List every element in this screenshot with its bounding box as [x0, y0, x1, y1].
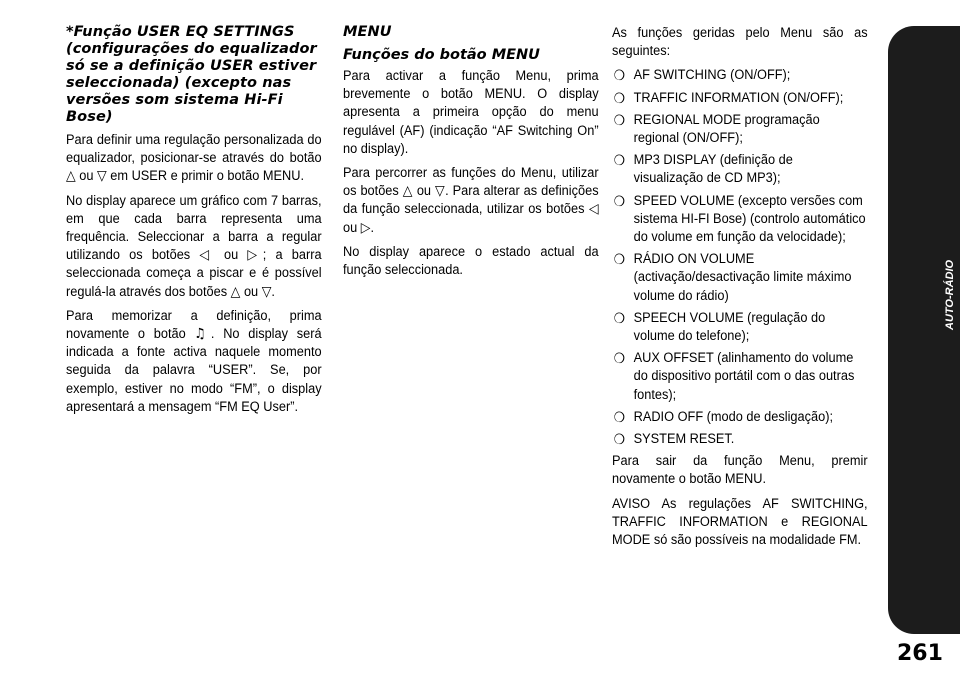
- menu-subheading: Funções do botão MENU: [343, 47, 540, 63]
- notice-paragraph: AVISO As regulações AF SWITCHING, TRAFFIC INFORMATION e REGIONAL MODE só são possíveis na modalidade FM.: [612, 495, 868, 549]
- down-arrow-icon: ▽: [97, 168, 107, 185]
- text-run: Para definir uma regulação personalizada do equalizador, posicionar-se através do botão: [66, 132, 322, 167]
- column-menu: [343, 24, 599, 285]
- list-item: [612, 250, 866, 305]
- down-arrow-icon: ▽: [434, 183, 446, 200]
- text-run: .: [370, 219, 375, 236]
- list-item: [612, 430, 866, 448]
- list-item: [612, 111, 866, 147]
- text-run: Para percorrer as funções do Menu, utilizar os botões: [343, 165, 599, 200]
- text-run: No display aparece um gráfico com 7 barras, em que cada barra representa uma frequência. Seleccionar a barra a regular utilizando os botões: [66, 192, 322, 264]
- bullet-circle-icon: ❍: [613, 350, 626, 367]
- bullet-circle-icon: ❍: [613, 431, 626, 448]
- text-run: ou: [79, 168, 94, 185]
- text-run: .: [271, 283, 275, 300]
- text-run: Para memorizar a definição, prima novamente o botão: [66, 307, 322, 343]
- column-menu-functions: [612, 24, 868, 555]
- up-arrow-icon: △: [230, 283, 241, 300]
- list-item-text: SYSTEM RESET.: [633, 431, 735, 448]
- text-run: ; a barra seleccionada começa a piscar e é possível regulá-la através dos botões: [66, 247, 322, 300]
- user-eq-heading: *Função USER EQ SETTINGS (configurações do equalizador só se a definição USER estiver seleccionada) (excepto nas versões som sistema Hi-Fi Bose): [66, 24, 317, 125]
- functions-intro: As funções geridas pelo Menu são as seguintes:: [612, 25, 868, 60]
- up-arrow-icon: △: [66, 168, 76, 185]
- text-run: ou: [223, 247, 239, 264]
- list-item-text: AUX OFFSET (alinhamento do volume do dispositivo portátil com o das outras fontes);: [633, 350, 855, 403]
- bullet-circle-icon: ❍: [613, 251, 626, 268]
- bullet-circle-icon: ❍: [613, 89, 626, 106]
- eq-paragraph-1: [66, 131, 322, 186]
- right-arrow-icon: ▷: [247, 247, 263, 264]
- functions-list: [612, 66, 868, 448]
- list-item-text: TRAFFIC INFORMATION (ON/OFF);: [633, 89, 844, 106]
- column-eq-settings: [66, 24, 322, 422]
- down-arrow-icon: ▽: [261, 283, 272, 300]
- list-item-text: SPEECH VOLUME (regulação do volume do telefone);: [633, 309, 826, 345]
- list-item-text: AF SWITCHING (ON/OFF);: [633, 67, 791, 84]
- list-item-text: REGIONAL MODE programação regional (ON/OFF);: [633, 111, 820, 147]
- section-label: AUTO-RÁDIO: [944, 259, 956, 330]
- text-run: ou: [243, 283, 259, 300]
- page-number: 261: [897, 641, 943, 666]
- menu-paragraph-1: Para activar a função Menu, prima brevemente o botão MENU. O display apresenta a primeira opção do menu regulável (AF) (indicação “AF Switching On” no display).: [343, 68, 599, 157]
- up-arrow-icon: △: [402, 183, 413, 200]
- section-tab-bar: [888, 26, 960, 634]
- text-run: . No display será indicada a fonte activa naquele momento seguida da palavra “USER”. Se, por exemplo, estiver no modo “FM”, o display apresentará a mensagem “FM EQ User”.: [66, 326, 322, 415]
- exit-paragraph: Para sair da função Menu, premir novamente o botão MENU.: [612, 453, 868, 488]
- list-item-text: RÁDIO ON VOLUME (activação/desactivação limite máximo volume do rádio): [633, 251, 852, 304]
- bullet-circle-icon: ❍: [613, 111, 626, 128]
- music-note-icon: ♫: [194, 326, 211, 343]
- eq-paragraph-3: [66, 307, 322, 416]
- list-item-text: MP3 DISPLAY (definição de visualização de CD MP3);: [633, 152, 793, 187]
- bullet-circle-icon: ❍: [613, 309, 626, 326]
- bullet-circle-icon: ❍: [613, 67, 626, 84]
- bullet-circle-icon: ❍: [613, 152, 626, 169]
- text-run: em USER e primir o botão MENU.: [110, 168, 305, 185]
- eq-paragraph-2: [66, 192, 322, 301]
- list-item: [612, 66, 866, 84]
- left-arrow-icon: ◁: [588, 201, 599, 218]
- text-run: ou: [343, 219, 358, 236]
- section-tab: [888, 0, 960, 677]
- list-item-text: SPEED VOLUME (excepto versões com sistema HI-FI Bose) (controlo automático do volume em função da velocidade);: [633, 192, 866, 246]
- list-item: [612, 309, 866, 345]
- bullet-circle-icon: ❍: [613, 192, 626, 209]
- bullet-circle-icon: ❍: [613, 408, 626, 425]
- text-run: ou: [416, 183, 432, 200]
- text-run: . Para alterar as definições da função seleccionada, utilizar os botões: [343, 183, 599, 218]
- left-arrow-icon: ◁: [199, 247, 215, 264]
- list-item: [612, 349, 866, 404]
- list-item-text: RADIO OFF (modo de desligação);: [633, 408, 834, 425]
- list-item: [612, 408, 866, 426]
- menu-paragraph-2: [343, 164, 599, 237]
- menu-paragraph-3: No display aparece o estado actual da função seleccionada.: [343, 243, 599, 279]
- right-arrow-icon: ▷: [360, 219, 371, 236]
- list-item: [612, 192, 866, 247]
- list-item: [612, 151, 866, 187]
- menu-heading: MENU: [343, 24, 392, 40]
- list-item: [612, 89, 866, 107]
